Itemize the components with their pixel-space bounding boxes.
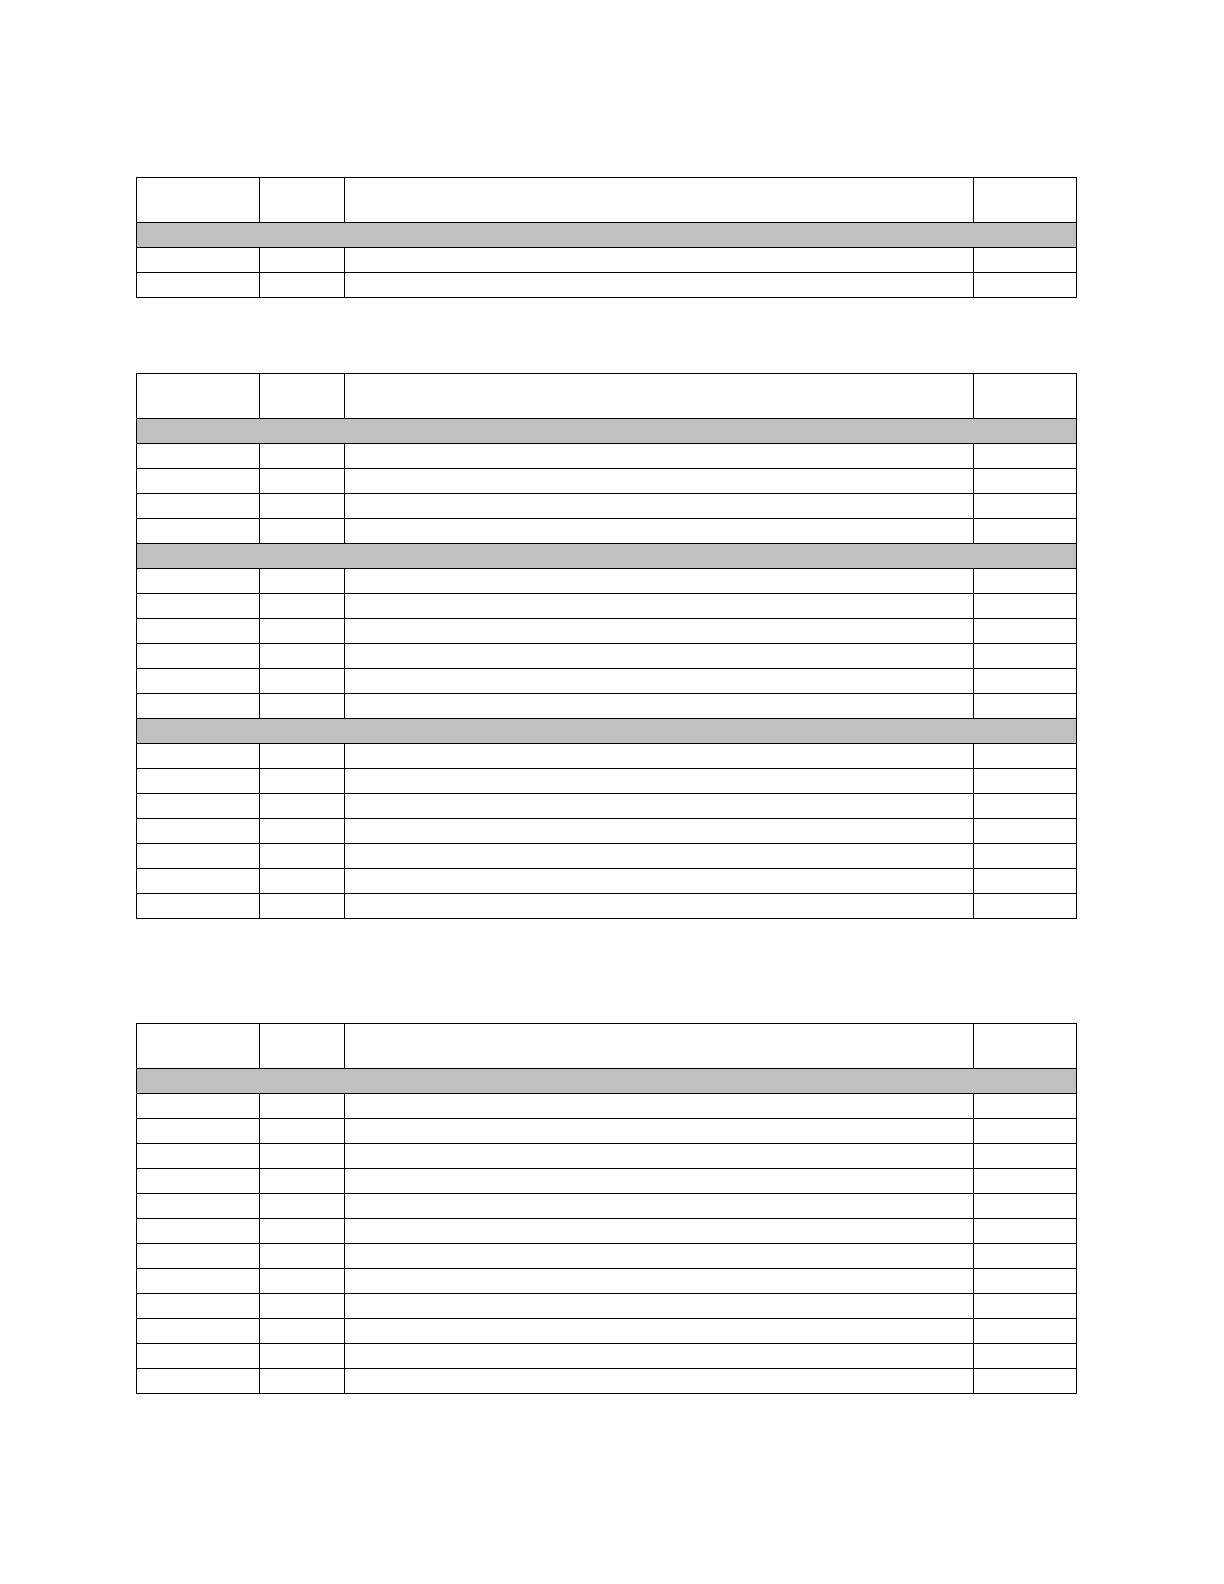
table-cell [260,569,345,594]
table-cell [345,1194,974,1219]
table-cell [137,1294,260,1319]
section-header-row [137,419,1077,444]
table-cell [137,273,260,298]
table-cell [260,469,345,494]
section-label [137,719,1077,744]
table-cell [345,1269,974,1294]
table-cell [260,769,345,794]
table-2 [136,373,1077,919]
table-cell [974,769,1077,794]
table-cell [974,1369,1077,1394]
table-cell [137,1369,260,1394]
table-cell [260,669,345,694]
header-cell [260,1024,345,1069]
table-cell [137,519,260,544]
table-cell [260,694,345,719]
table-cell [137,1269,260,1294]
table-cell [137,744,260,769]
table-cell [137,1244,260,1269]
header-cell [345,374,974,419]
table-cell [260,1094,345,1119]
table-cell [974,1169,1077,1194]
section-header-row [137,223,1077,248]
table-cell [137,469,260,494]
table-cell [974,494,1077,519]
table-cell [260,1169,345,1194]
table-cell [345,1344,974,1369]
table-cell [137,644,260,669]
section-header-row [137,544,1077,569]
table-cell [345,894,974,919]
table-cell [345,869,974,894]
section-label [137,1069,1077,1094]
table-1 [136,177,1077,298]
table-cell [974,794,1077,819]
table-cell [974,1269,1077,1294]
table-3 [136,1023,1077,1394]
table-cell [974,1319,1077,1344]
table-cell [260,1244,345,1269]
table-cell [137,1144,260,1169]
table-row [137,744,1077,769]
table-cell [137,569,260,594]
table-row [137,1344,1077,1369]
table-cell [260,619,345,644]
section-label [137,419,1077,444]
table-cell [137,444,260,469]
table-row [137,444,1077,469]
table-row [137,1219,1077,1244]
table-cell [345,494,974,519]
table-cell [345,444,974,469]
table-cell [260,794,345,819]
table-row [137,519,1077,544]
table-cell [345,1244,974,1269]
table-cell [260,273,345,298]
header-cell [137,1024,260,1069]
table-row [137,273,1077,298]
table-cell [260,1269,345,1294]
table-row [137,769,1077,794]
table-cell [974,744,1077,769]
table-cell [137,619,260,644]
table-cell [974,844,1077,869]
table-cell [137,894,260,919]
table-cell [260,819,345,844]
table-cell [974,619,1077,644]
header-cell [137,178,260,223]
table-row [137,248,1077,273]
table-cell [974,869,1077,894]
table-row [137,694,1077,719]
table-cell [137,1194,260,1219]
table-cell [974,519,1077,544]
table-cell [345,844,974,869]
table-row [137,1169,1077,1194]
section-label [137,544,1077,569]
table-cell [345,594,974,619]
table-row [137,569,1077,594]
table-cell [345,769,974,794]
table-row [137,669,1077,694]
table-cell [137,1169,260,1194]
header-cell [345,1024,974,1069]
table-cell [137,494,260,519]
table-cell [345,644,974,669]
table-cell [345,1294,974,1319]
table-cell [974,569,1077,594]
table-cell [974,1094,1077,1119]
table-row [137,494,1077,519]
table-row [137,794,1077,819]
table-row [137,1269,1077,1294]
table-cell [974,894,1077,919]
header-cell [260,178,345,223]
table-cell [137,844,260,869]
section-label [137,223,1077,248]
table-row [137,469,1077,494]
table-cell [260,248,345,273]
table-cell [260,1219,345,1244]
table-cell [345,819,974,844]
table-row [137,1144,1077,1169]
table-cell [345,273,974,298]
table-row [137,1194,1077,1219]
table-cell [345,744,974,769]
table-row [137,594,1077,619]
table-cell [260,644,345,669]
table-cell [137,669,260,694]
header-cell [260,374,345,419]
table-cell [345,569,974,594]
table-cell [137,1094,260,1119]
table-cell [974,1219,1077,1244]
table-row [137,1244,1077,1269]
table-cell [137,594,260,619]
table-cell [974,1294,1077,1319]
table-row [137,1369,1077,1394]
header-cell [137,374,260,419]
header-cell [345,178,974,223]
header-cell [974,178,1077,223]
table-cell [345,619,974,644]
table-cell [974,1119,1077,1144]
table-cell [260,1119,345,1144]
table-cell [260,1344,345,1369]
table-cell [974,444,1077,469]
table-cell [137,248,260,273]
table-cell [974,644,1077,669]
table-cell [137,1219,260,1244]
table-cell [345,694,974,719]
table-cell [260,1319,345,1344]
table-cell [974,1344,1077,1369]
table-cell [974,1144,1077,1169]
table-cell [137,819,260,844]
section-header-row [137,719,1077,744]
table-cell [974,669,1077,694]
table-row [137,894,1077,919]
header-cell [974,1024,1077,1069]
table-row [137,819,1077,844]
table-cell [974,594,1077,619]
table-row [137,619,1077,644]
table-cell [137,869,260,894]
table-cell [260,744,345,769]
table-cell [260,1369,345,1394]
table-cell [974,469,1077,494]
table-row [137,1094,1077,1119]
table-row [137,644,1077,669]
table-cell [137,694,260,719]
table-cell [345,248,974,273]
table-cell [974,248,1077,273]
table-cell [345,469,974,494]
table-cell [345,794,974,819]
table-cell [974,694,1077,719]
table-cell [260,1194,345,1219]
table-row [137,869,1077,894]
table-row [137,844,1077,869]
table-cell [345,1094,974,1119]
table-cell [137,1344,260,1369]
table-cell [345,1144,974,1169]
table-cell [345,1119,974,1144]
table-cell [345,1219,974,1244]
table-cell [260,594,345,619]
table-cell [974,273,1077,298]
table-cell [260,519,345,544]
table-row [137,1119,1077,1144]
header-cell [974,374,1077,419]
table-cell [260,1144,345,1169]
table-cell [345,1369,974,1394]
table-cell [345,519,974,544]
table-header-row [137,1024,1077,1069]
table-cell [260,869,345,894]
table-cell [260,444,345,469]
table-cell [260,494,345,519]
table-cell [260,894,345,919]
table-cell [345,1319,974,1344]
table-header-row [137,374,1077,419]
table-header-row [137,178,1077,223]
table-cell [137,1119,260,1144]
table-cell [345,1169,974,1194]
section-header-row [137,1069,1077,1094]
table-cell [974,819,1077,844]
table-row [137,1294,1077,1319]
table-row [137,1319,1077,1344]
table-cell [137,794,260,819]
table-cell [260,1294,345,1319]
table-cell [260,844,345,869]
table-cell [137,769,260,794]
table-cell [974,1194,1077,1219]
table-cell [974,1244,1077,1269]
table-cell [137,1319,260,1344]
table-cell [345,669,974,694]
